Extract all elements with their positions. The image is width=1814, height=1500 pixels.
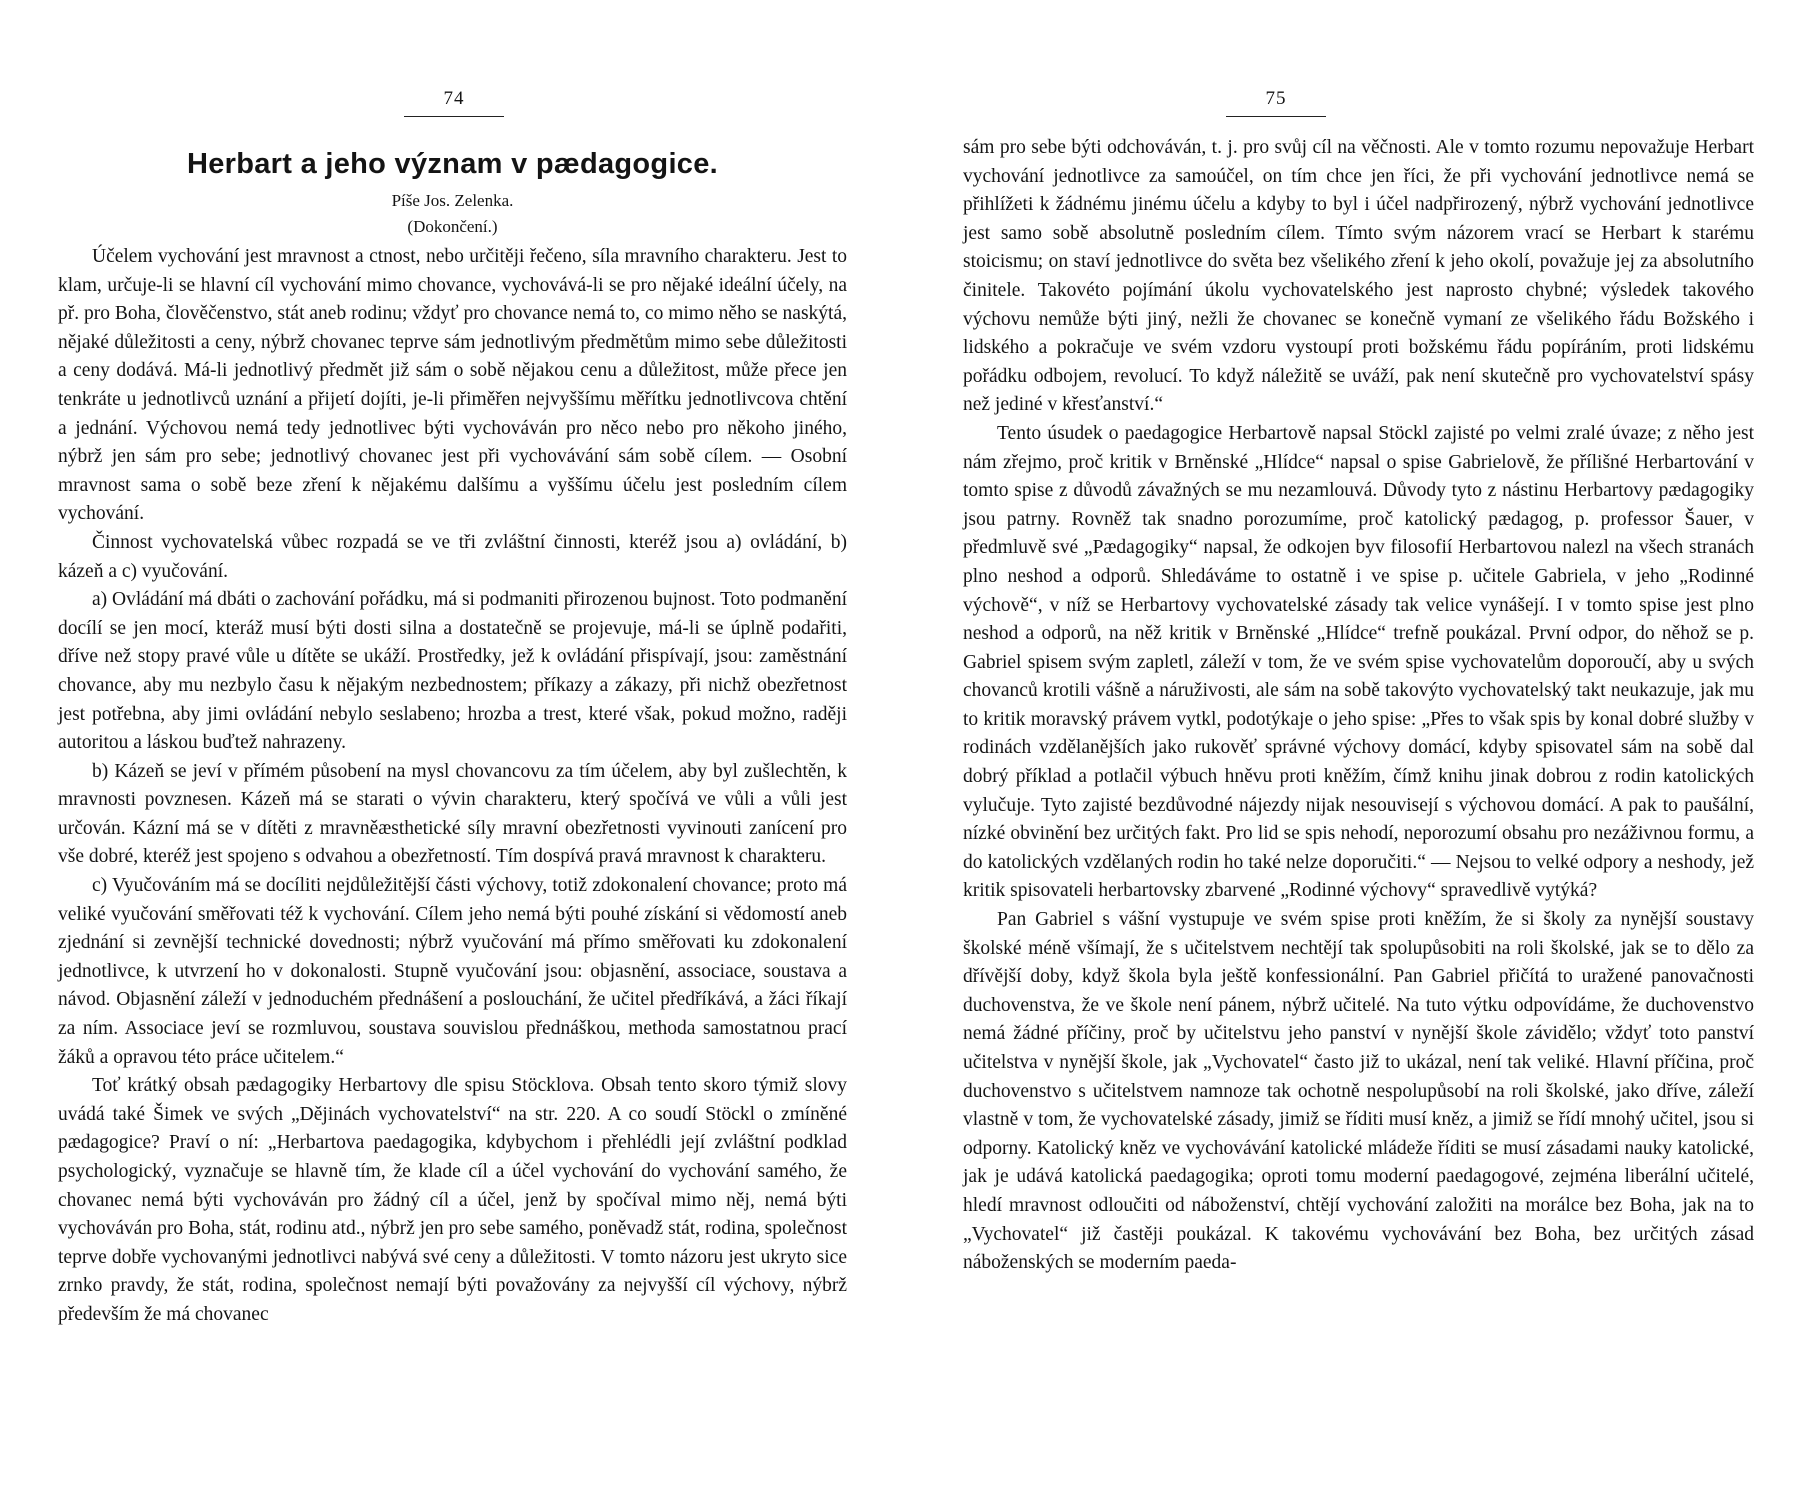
paragraph: a) Ovládání má dbáti o zachování pořádku, má si podmaniti přirozenou bujnost. Toto podmanění docílí se jen mocí, kteráž musí býti dosti silna a dostatečně se projevuje, má-li se úplně podařiti, dříve než stopy pravé vůle u dítěte se ukáží. Prostředky, jež k ovládání přispívají, jsou: zaměstnání chovance, aby mu nezbylo času k nějakým nezbednostem; příkazy a zákazy, při nichž obezřetnost jest potřebna, aby jimi ovládání nebylo seslabeno; hrozba a trest, které však, pokud možno, raději autoritou a láskou buďtež nahrazeny. xyxy=(58,589,847,754)
paragraph: b) Kázeň se jeví v přímém působení na mysl chovancovu za tím účelem, aby byl zušlechtěn, k mravnosti povznesen. Kázeň má se starati o vývin charakteru, který spočívá ve vůli a vůli jest určován. Kázní má se v dítěti z mravněæsthetické síly mravní obezřetnosti vyvinouti zanícení pro vše dobré, kteréž jest spojeno s odvahou a obezřetností. Tím dospívá pravá mravnost k charakteru. xyxy=(58,760,847,868)
continuation-note: (Dokončení.) xyxy=(407,217,498,236)
right-text-column xyxy=(963,134,1754,1278)
right-page xyxy=(907,0,1814,1500)
paragraph: Tento úsudek o paedagogice Herbartově napsal Stöckl zajisté po velmi zralé úvaze; z něho jest nám zřejmo, proč kritik v Brněnské „Hlídce“ napsal o spise Gabrielově, že přílišné Herbartování v tomto spise z důvodů závažných se mu nezamlouvá. Důvody tyto z nástinu Herbartovy pædagogiky jsou patrny. Rovněž tak snadno porozumíme, proč katolický pædagog, p. professor Šauer, v předmluvě své „Pædagogiky“ napsal, že odkojen byv filosofií Herbartovou nalezl na všech stranách plno neshod a odporů. Shledáváme to ostatně i ve spise p. učitele Gabriela, v jeho „Rodinné výchově“, v níž se Herbartovy vychovatelské zásady tak velice vynášejí. I v tomto spise jest plno neshod a odporů, na něž kritik v Brněnské „Hlídce“ trefně poukázal. První odpor, do něhož se p. Gabriel spisem svým zapletl, záleží v tom, že ve svém spise vychovatelům doporoučí, aby u svých chovanců krotili vášně a náruživosti, ale sám na sobě takovýto vychovatelský takt neukazuje, jak mu to kritik moravský právem vytkl, podotýkaje o jeho spise: „Přes to však spis by konal dobré služby v rodinách vzdělanějších jako rukověť správné výchovy domácí, kdyby spisovatel sám na sobě dal dobrý příklad a potlačil výbuch hněvu proti kněžím, čímž knihu jinak dobrou z rodin katolických vylučuje. Tyto zajisté bezdůvodné nájezdy nijak nesouvisejí s výchovou domácí. A pak to paušální, nízké obvinění bez určitých fakt. Pro lid se spis nehodí, neporozumí obsahu pro nezáživnou formu, a do katolických vzdělaných rodin ho také nelze doporučiti.“ — Nejsou to velké odpory a neshody, jež kritik spisovateli herbartovsky zbarvené „Rodinné výchovy“ spravedlivě vytýká? xyxy=(963,422,1754,902)
page-number: 75 xyxy=(1265,88,1287,109)
page-number-rule xyxy=(404,116,504,117)
paragraph: c) Vyučováním má se docíliti nejdůležitější části výchovy, totiž zdokonalení chovance; proto má veliké vyučování směřovati též k vychování. Cílem jeho nemá býti pouhé získání si vědomostí aneb zjednání si zevnější technické dovednosti; nýbrž vyučování má přímo směřovati ku zdokonalení jednotlivce, k utvrzení ho v dokonalosti. Stupně vyučování jsou: objasnění, associace, soustava a návod. Objasnění záleží v jednoduchém přednášení a poslouchání, že učitel předříkává, a žáci říkají za ním. Associace jeví se rozmluvou, soustava souvislou přednáškou, methoda samostatnou prací žáků a opravou této práce učitelem.“ xyxy=(58,875,847,1068)
paragraph: sám pro sebe býti odchováván, t. j. pro svůj cíl na věčnosti. Ale v tomto rozumu nepovažuje Herbart vychování jednotlivce za samoúčel, on tím chce jen říci, že při vychování jednotlivce nemá se přihlížeti k žádnému jinému účelu a kdyby to byl i účel nadpřirozený, nýbrž vychování jednotlivce jest samo sobě absolutně posledním cílem. Tímto svým názorem vrací se Herbart k starému stoicismu; on staví jednotlivce do světa bez všelikého zření k jeho okolí, považuje jej za absolutního činitele. Takovéto pojímání úkolu vychovatelského jest naprosto chybné; výsledek takového výchovu nemůže býti jiný, nežli že chovanec se konečně vymaní ze všelikého řádu Božského i lidského a pokračuje ve svém vzdoru vystoupí proti božskému řádu popíráním, proti lidskému pořádku odbojem, revolucí. To když náležitě se uváží, pak není skutečně pro vychovatelství spásy než jediné v křesťanství.“ xyxy=(963,137,1754,416)
paragraph: Činnost vychovatelská vůbec rozpadá se ve tři zvláštní činnosti, kteréž jsou a) ovládání, b) kázeň a c) vyučování. xyxy=(58,531,847,582)
paragraph: Toť krátký obsah pædagogiky Herbartovy dle spisu Stöcklova. Obsah tento skoro týmiž slovy uvádá také Šimek ve svých „Dějinách vychovatelství“ na str. 220. A co soudí Stöckl o zmíněné pædagogice? Praví o ní: „Herbartova paedagogika, kdybychom i přehlédli její zvláštní podklad psychologický, vyznačuje se hlavně tím, že klade cíl a účel vychování do vychování samého, že chovanec nemá býti vychováván pro žádný cíl a účel, jenž by spočíval mimo něj, nemá býti vychováván pro Boha, stát, rodinu atd., nýbrž jen pro sebe samého, poněvadž stát, rodina, společnost teprve dobře vychovanými jednotlivci nabývá své ceny a důležitosti. V tomto názoru jest ukryto sice zrnko pravdy, že stát, rodina, společnost nemají býti považovány za nejvyšší cíl výchovy, nýbrž především že má chovanec xyxy=(58,1075,847,1325)
paragraph: Účelem vychování jest mravnost a ctnost, nebo určitěji řečeno, síla mravního charakteru. Jest to klam, určuje-li se hlavní cíl vychování mimo chovance, vychovává-li se pro nějaké ideální účely, na př. pro Boha, člověčenstvo, stát aneb rodinu; vždyť pro chovance nemá to, co mimo něho se naskýtá, nějaké důležitosti a ceny, nýbrž chovanec teprve sám jednotlivým předmětům mimo sebe důležitosti a ceny dodává. Má-li jednotlivý předmět již sám o sobě nějakou cenu a důležitost, může přece jen tenkráte u jednotlivců uznání a přijetí dojíti, je-li přiměřen nejvyššímu měřítku jednotlivcova chtění a jednání. Výchovou nemá tedy jednotlivec býti vychováván pro něco nebo pro někoho jiného, nýbrž jen sám pro sebe; jednotlivý chovanec jest při vychovávání sám sobě cílem. — Osobní mravnost sama o sobě beze zření k nějakému dalšímu a vyššímu účelu jest posledním cílem vychování. xyxy=(58,246,847,525)
page-number: 74 xyxy=(443,88,465,109)
page-number-rule xyxy=(1226,116,1326,117)
left-text-column xyxy=(58,134,847,1330)
article-byline: Píše Jos. Zelenka. xyxy=(391,191,514,210)
paragraph: Pan Gabriel s vášní vystupuje ve svém spise proti kněžím, že si školy za nynější soustavy školské méně všímají, že s učitelstvem nechtějí tak spolupůsobiti na roli školské, jak se to dělo za dřívější doby, když škola byla ještě konfessionální. Pan Gabriel přičítá to uražené panovačnosti duchovenstva, že ve škole není pánem, nýbrž učitelé. Na tuto výtku odpovídáme, že duchovenstvo nemá žádné příčiny, proč by učitelstvu jeho panství v nynější škole závidělo; vždyť toto panství učitelstva v nynější škole, jak „Vychovatel“ často již to ukázal, není tak veliké. Hlavní příčina, proč duchovenstvo s učitelstvem namnoze tak ochotně nespolupůsobí na roli školské, jako dříve, záleží vlastně v tom, že vychovatelské zásady, jimiž se říditi musí kněz, a jimiž se řídí mnohý učitel, jsou si odporny. Katolický kněz ve vychovávání katolické mládeže říditi se musí zásadami nauky katolické, jak je udává katolická paedagogika; oproti tomu moderní paedagogové, zejména liberální učitelé, hledí mravnost odloučiti od náboženství, chtějí vychování založiti na morálce bez Boha, jak na to „Vychovatel“ již častěji poukázal. K takovému vychovávání bez Boha, bez určitých zásad náboženských se moderním paeda- xyxy=(963,909,1754,1274)
article-title: Herbart a jeho význam v pædagogice. xyxy=(186,148,719,180)
